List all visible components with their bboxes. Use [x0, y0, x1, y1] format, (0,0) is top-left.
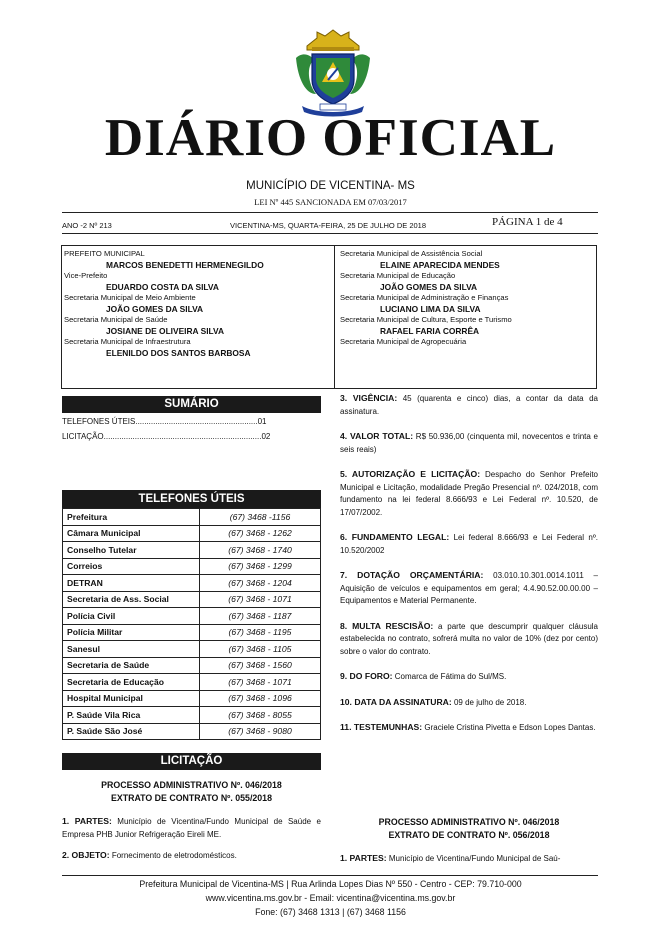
- clause-text: R$ 50.936,00 (cinquenta mil, novecentos e trinta e seis reais): [340, 432, 598, 454]
- officials-left-column: [64, 249, 326, 359]
- phone-number: (67) 3468 - 1096: [200, 690, 321, 707]
- officials-divider: [334, 246, 335, 388]
- masthead-title: DIÁRIO OFICIAL: [104, 109, 557, 167]
- table-row: [63, 723, 321, 740]
- licitacao-title: LICITAÇÃO: [62, 753, 321, 770]
- phone-name: Secretaria de Ass. Social: [63, 591, 200, 608]
- official-role: Secretaria Municipal de Assistência Social: [340, 249, 483, 258]
- telefones-title: TELEFONES ÚTEIS: [62, 490, 321, 508]
- official-role: Secretaria Municipal de Infraestrutura: [64, 337, 191, 346]
- partes-label: 1. PARTES:: [340, 853, 387, 863]
- phone-number: (67) 3468 - 1299: [200, 558, 321, 575]
- phone-name: Correios: [63, 558, 200, 575]
- official-role: Secretaria Municipal de Saúde: [64, 315, 168, 324]
- table-row: [63, 542, 321, 559]
- second-contract-header: [340, 816, 598, 866]
- table-row: [63, 591, 321, 608]
- clause-paragraph: [340, 430, 598, 456]
- clause-label: 7. DOTAÇÃO ORÇAMENTÁRIA:: [340, 570, 484, 580]
- table-row: [63, 657, 321, 674]
- toc-item-licitacao[interactable]: LICITAÇÃO.......................................................................02: [62, 432, 271, 441]
- clause-text: a parte que descumprir qualquer cláusula estabelecida no contrato, sofrerá multa no valor de 10% (dez por cento) sobre o valor do contrato.: [340, 621, 598, 656]
- phone-number: (67) 3468 - 8055: [200, 707, 321, 724]
- clause-label: 3. VIGÊNCIA:: [340, 393, 398, 403]
- page-indicator: PÁGINA 1 de 4: [492, 216, 563, 228]
- phone-number: (67) 3468 - 1071: [200, 591, 321, 608]
- table-row: [63, 558, 321, 575]
- table-row: [63, 641, 321, 658]
- edition-number: ANO -2 Nº 213: [62, 221, 112, 230]
- official-role: Secretaria Municipal de Agropecuária: [340, 337, 467, 346]
- phone-name: Hospital Municipal: [63, 690, 200, 707]
- table-row: [63, 707, 321, 724]
- contract-clauses: [340, 392, 598, 753]
- clause-text: 45 (quarenta e cinco) dias, a contar da data da assinatura.: [340, 394, 598, 416]
- clause-paragraph: [340, 468, 598, 519]
- objeto-text: Fornecimento de eletrodomésticos.: [111, 851, 237, 860]
- footer-phones: Fone: (67) 3468 1313 | (67) 3468 1156: [255, 907, 406, 917]
- clause-paragraph: [340, 696, 598, 710]
- official-name: ELAINE APARECIDA MENDES: [380, 260, 500, 270]
- phone-number: (67) 3468 - 1071: [200, 674, 321, 691]
- phone-number: (67) 3468 - 1187: [200, 608, 321, 625]
- clause-text: Despacho do Senhor Prefeito Municipal e Licitação, modalidade Pregão Presencial nº. 024/2018, com fundamento na lei federal 8.666/93 e Lei Federal nº. 10.520, de 17/07/2002.: [340, 470, 598, 517]
- contract-extract: EXTRATO DE CONTRATO Nº. 055/2018: [111, 792, 272, 803]
- official-role: Secretaria Municipal de Cultura, Esporte e Turismo: [340, 315, 512, 324]
- clause-label: 6. FUNDAMENTO LEGAL:: [340, 532, 450, 542]
- clause-text: 03.010.10.301.0014.1011 – Aquisição de veículos e equipamentos em geral; 4.4.90.52.00.00.00 – Equipamentos e Material Permanente.: [340, 571, 598, 605]
- header-rule-bottom: [62, 233, 598, 234]
- clause-text: Lei federal 8.666/93 e Lei Federal nº. 10.520/2002: [340, 533, 598, 555]
- phone-name: Secretaria de Saúde: [63, 657, 200, 674]
- table-row: [63, 525, 321, 542]
- partes-paragraph: [340, 852, 598, 866]
- official-name: MARCOS BENEDETTI HERMENEGILDO: [106, 260, 264, 270]
- phone-name: P. Saúde São José: [63, 723, 200, 740]
- process-number: PROCESSO ADMINISTRATIVO Nº. 046/2018: [101, 780, 282, 790]
- clause-paragraph: [340, 392, 598, 418]
- phone-name: P. Saúde Vila Rica: [63, 707, 200, 724]
- clause-paragraph: [340, 670, 598, 684]
- phone-name: DETRAN: [63, 575, 200, 592]
- phone-name: Secretaria de Educação: [63, 674, 200, 691]
- phone-name: Câmara Municipal: [63, 525, 200, 542]
- clause-text: Graciele Cristina Pivetta e Edson Lopes Dantas.: [424, 723, 596, 732]
- clause-label: 9. DO FORO:: [340, 671, 393, 681]
- phone-name: Polícia Civil: [63, 608, 200, 625]
- official-name: JOÃO GOMES DA SILVA: [380, 282, 478, 292]
- official-name: RAFAEL FARIA CORRÊA: [380, 326, 480, 336]
- footer-address: Prefeitura Municipal de Vicentina-MS | Rua Arlinda Lopes Dias Nº 550 - Centro - CEP: 79.710-000: [139, 879, 522, 889]
- official-role: PREFEITO MUNICIPAL: [64, 249, 145, 258]
- phone-name: Sanesul: [63, 641, 200, 658]
- licitacao-section: [62, 753, 321, 863]
- table-row: [63, 575, 321, 592]
- table-row: [63, 624, 321, 641]
- coat-of-arms-logo: [292, 28, 374, 120]
- clause-label: 4. VALOR TOTAL:: [340, 431, 414, 441]
- official-role: Secretaria Municipal de Meio Ambiente: [64, 293, 196, 302]
- law-reference: LEI Nº 445 SANCIONADA EM 07/03/2017: [254, 197, 407, 207]
- table-row: [63, 509, 321, 526]
- official-name: LUCIANO LIMA DA SILVA: [380, 304, 481, 314]
- phone-number: (67) 3468 -1156: [200, 509, 321, 526]
- phone-number: (67) 3468 - 1204: [200, 575, 321, 592]
- header-rule-top: [62, 212, 598, 213]
- table-row: [63, 674, 321, 691]
- clause-label: 10. DATA DA ASSINATURA:: [340, 696, 452, 707]
- telefones-section: [62, 490, 321, 740]
- clause-paragraph: [340, 620, 598, 659]
- telefones-table: [62, 508, 321, 740]
- table-row: [63, 608, 321, 625]
- official-role: Secretaria Municipal de Administração e Finanças: [340, 293, 509, 302]
- officials-box: [61, 245, 597, 389]
- official-name: JOSIANE DE OLIVEIRA SILVA: [106, 326, 225, 336]
- clause-text: Comarca de Fátima do Sul/MS.: [394, 672, 507, 681]
- footer-rule: [62, 875, 598, 876]
- municipality-name: MUNICÍPIO DE VICENTINA- MS: [246, 180, 415, 192]
- partes-text: Município de Vicentina/Fundo Municipal de Saúde e Empresa PHB Junior Refrigeração Eireli ME.: [62, 817, 321, 839]
- official-role: Vice-Prefeito: [64, 271, 108, 280]
- phone-name: Conselho Tutelar: [63, 542, 200, 559]
- official-name: JOÃO GOMES DA SILVA: [106, 304, 204, 314]
- sumario-title: SUMÁRIO: [62, 396, 321, 413]
- officials-right-column: [340, 249, 602, 347]
- phone-number: (67) 3468 - 1262: [200, 525, 321, 542]
- phone-name: Prefeitura: [63, 509, 200, 526]
- partes-label: 1. PARTES:: [62, 816, 112, 826]
- partes-text: Município de Vicentina/Fundo Municipal de Saú-: [388, 854, 561, 863]
- official-role: Secretaria Municipal de Educação: [340, 271, 456, 280]
- phone-number: (67) 3468 - 1105: [200, 641, 321, 658]
- phone-number: (67) 3468 - 1560: [200, 657, 321, 674]
- objeto-label: 2. OBJETO:: [62, 850, 110, 860]
- clause-label: 11. TESTEMUNHAS:: [340, 722, 423, 732]
- objeto-paragraph: [62, 849, 321, 863]
- sumario-section: [62, 396, 321, 443]
- phone-number: (67) 3468 - 1195: [200, 624, 321, 641]
- phone-number: (67) 3468 - 9080: [200, 723, 321, 740]
- footer-web-email[interactable]: www.vicentina.ms.gov.br - Email: vicentina@vicentina.ms.gov.br: [205, 893, 456, 903]
- toc-item-telefones[interactable]: TELEFONES ÚTEIS.......................................................01: [62, 417, 267, 426]
- clause-paragraph: [340, 531, 598, 557]
- process-number: PROCESSO ADMINISTRATIVO Nº. 046/2018: [378, 817, 560, 827]
- official-name: EDUARDO COSTA DA SILVA: [106, 282, 219, 292]
- official-name: ELENILDO DOS SANTOS BARBOSA: [106, 348, 251, 358]
- clause-text: 09 de julho de 2018.: [453, 697, 527, 707]
- clause-paragraph: [340, 569, 598, 608]
- clause-paragraph: [340, 721, 598, 735]
- clause-label: 5. AUTORIZAÇÃO E LICITAÇÃO:: [340, 469, 481, 479]
- phone-name: Polícia Militar: [63, 624, 200, 641]
- contract-extract: EXTRATO DE CONTRATO Nº. 056/2018: [388, 829, 550, 840]
- table-row: [63, 690, 321, 707]
- phone-number: (67) 3468 - 1740: [200, 542, 321, 559]
- clause-label: 8. MULTA RESCISÃO:: [340, 620, 434, 631]
- place-date: VICENTINA-MS, QUARTA-FEIRA, 25 DE JULHO DE 2018: [230, 221, 427, 230]
- partes-paragraph: [62, 815, 321, 841]
